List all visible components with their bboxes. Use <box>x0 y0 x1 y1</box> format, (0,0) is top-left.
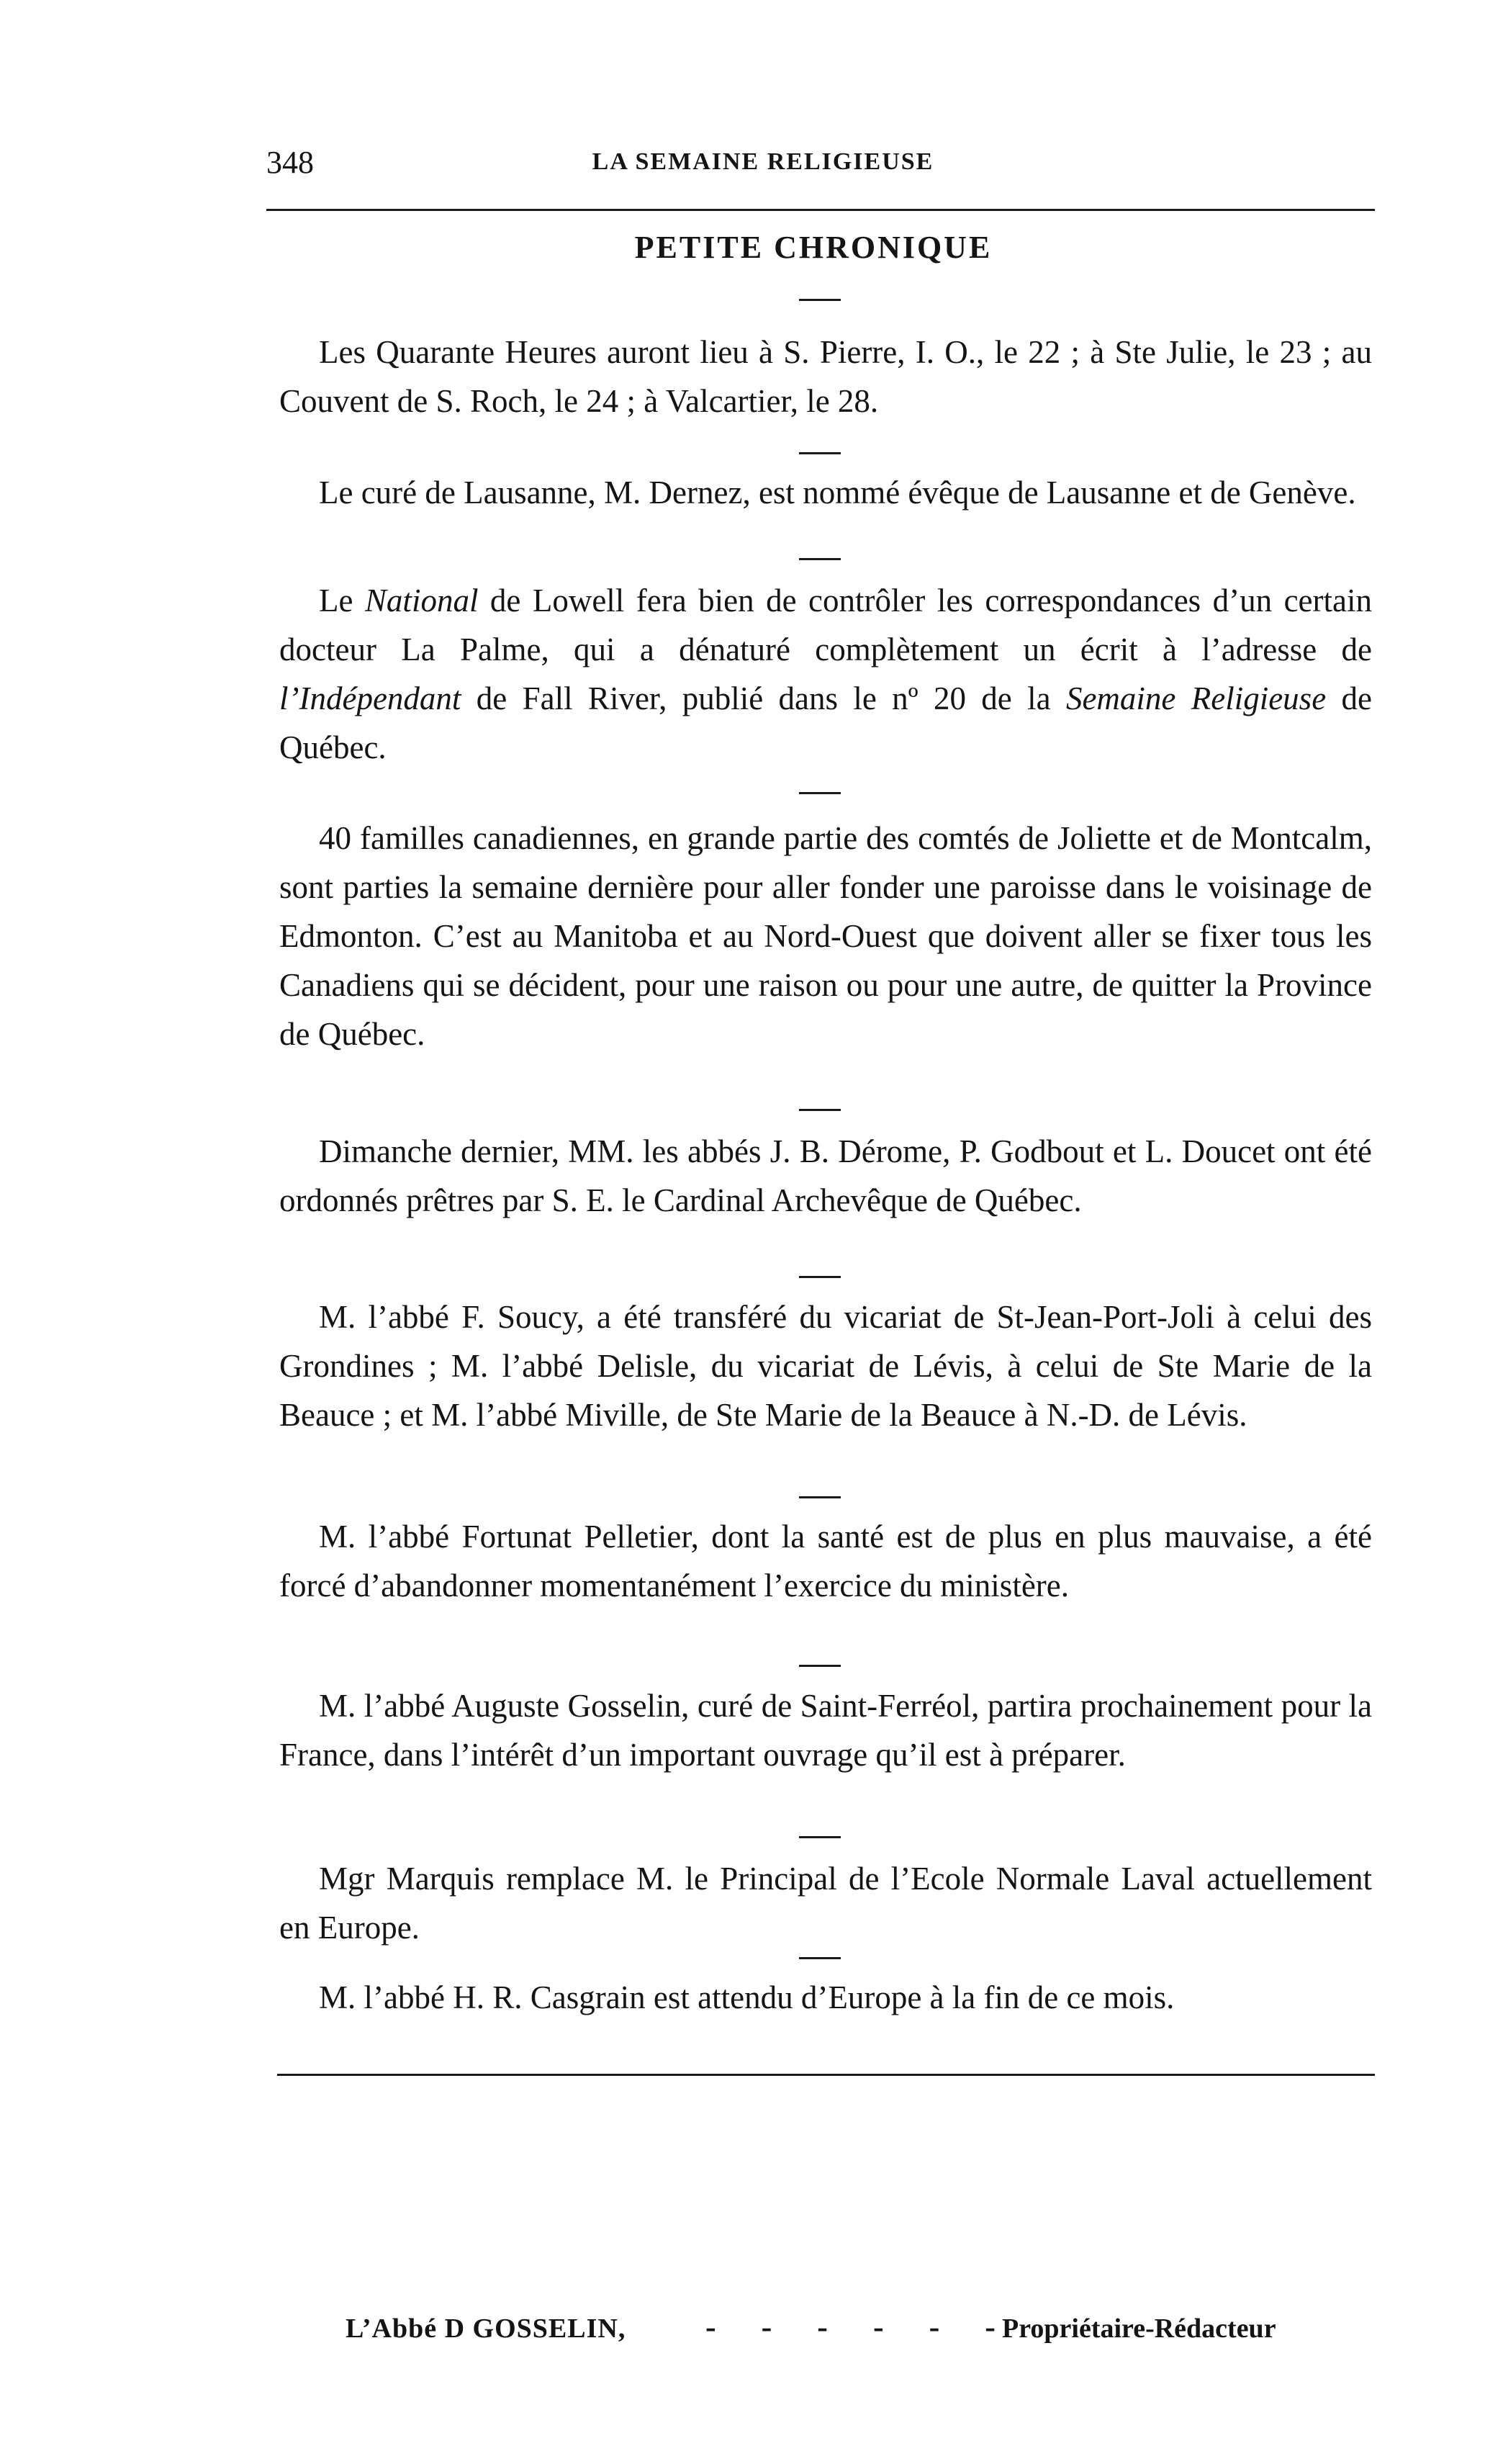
paragraph-ordinations: Dimanche dernier, MM. les abbés J. B. Dérome, P. Godbout et L. Doucet ont été ordonnés prêtres par S. E. le Cardinal Archevêque de Québec. <box>279 1133 1372 1218</box>
paragraph-transferts: M. l’abbé F. Soucy, a été transféré du vicariat de St-Jean-Port-Joli à celui des Grondines ; M. l’abbé Delisle, du vicariat de Lévis, à celui de Ste Marie de la Beauce ; et M. l’abbé Miville, de Ste Marie de la Beauce à N.-D. de Lévis. <box>279 1299 1372 1433</box>
header-rule <box>266 209 1375 211</box>
text-run: de Fall River, publié dans le nº 20 de la <box>461 680 1066 716</box>
paragraph-quarante-heures: Les Quarante Heures auront lieu à S. Pierre, I. O., le 22 ; à Ste Julie, le 23 ; au Couvent de S. Roch, le 24 ; à Valcartier, le 28. <box>279 334 1372 419</box>
newspaper-title: Semaine Religieuse <box>1065 680 1327 716</box>
paragraph-lausanne: Le curé de Lausanne, M. Dernez, est nommé évêque de Lausanne et de Genève. <box>319 475 1356 511</box>
separator <box>799 1496 841 1498</box>
separator <box>799 558 841 560</box>
text-run: de Lowell fera bien de contrôler les correspondances d’un certain docteur La Palme, qui a dénaturé complètement un écrit à l’adresse de <box>279 583 1372 667</box>
text-run: Le <box>319 583 365 619</box>
title-separator <box>799 299 841 301</box>
text-run: de Québec. <box>279 680 1372 765</box>
footer-dot-leader: - - - - - - <box>705 2309 1014 2344</box>
newspaper-title: l’Indépendant <box>279 680 461 716</box>
running-head: LA SEMAINE RELIGIEUSE <box>592 148 934 175</box>
separator <box>799 1109 841 1111</box>
publisher-name: L’Abbé D GOSSELIN, <box>346 2314 626 2344</box>
section-title: PETITE CHRONIQUE <box>634 230 993 265</box>
paragraph-gosselin: M. l’abbé Auguste Gosselin, curé de Saint-Ferréol, partira prochainement pour la France, dans l’intérêt d’un important ouvrage qu’il est à préparer. <box>279 1688 1372 1773</box>
publisher-role: Propriétaire-Rédacteur <box>1002 2314 1276 2344</box>
page-number: 348 <box>266 145 314 180</box>
paragraph-marquis: Mgr Marquis remplace M. le Principal de l’Ecole Normale Laval actuellement en Europe. <box>279 1861 1372 1946</box>
separator <box>799 1957 841 1959</box>
separator <box>799 452 841 454</box>
newspaper-title: National <box>364 583 479 619</box>
paragraph-pelletier: M. l’abbé Fortunat Pelletier, dont la santé est de plus en plus mauvaise, a été forcé d’abandonner momentanément l’exercice du ministère. <box>279 1519 1372 1604</box>
separator <box>799 1836 841 1838</box>
paragraph-casgrain: M. l’abbé H. R. Casgrain est attendu d’Europe à la fin de ce mois. <box>319 1979 1175 2015</box>
separator <box>799 1276 841 1278</box>
paragraph-familles-canadiennes: 40 familles canadiennes, en grande partie des comtés de Joliette et de Montcalm, sont parties la semaine dernière pour aller fonder une paroisse dans le voisinage de Edmonton. C’est au Manitoba et au Nord-Ouest que doivent aller se fixer tous les Canadiens qui se décident, pour une raison ou pour une autre, de quitter la Province de Québec. <box>279 820 1372 1052</box>
separator <box>799 1665 841 1667</box>
page-header <box>266 144 1260 190</box>
footer-rule <box>277 2074 1375 2076</box>
separator <box>799 792 841 794</box>
paragraph-national-lowell <box>279 576 1372 772</box>
